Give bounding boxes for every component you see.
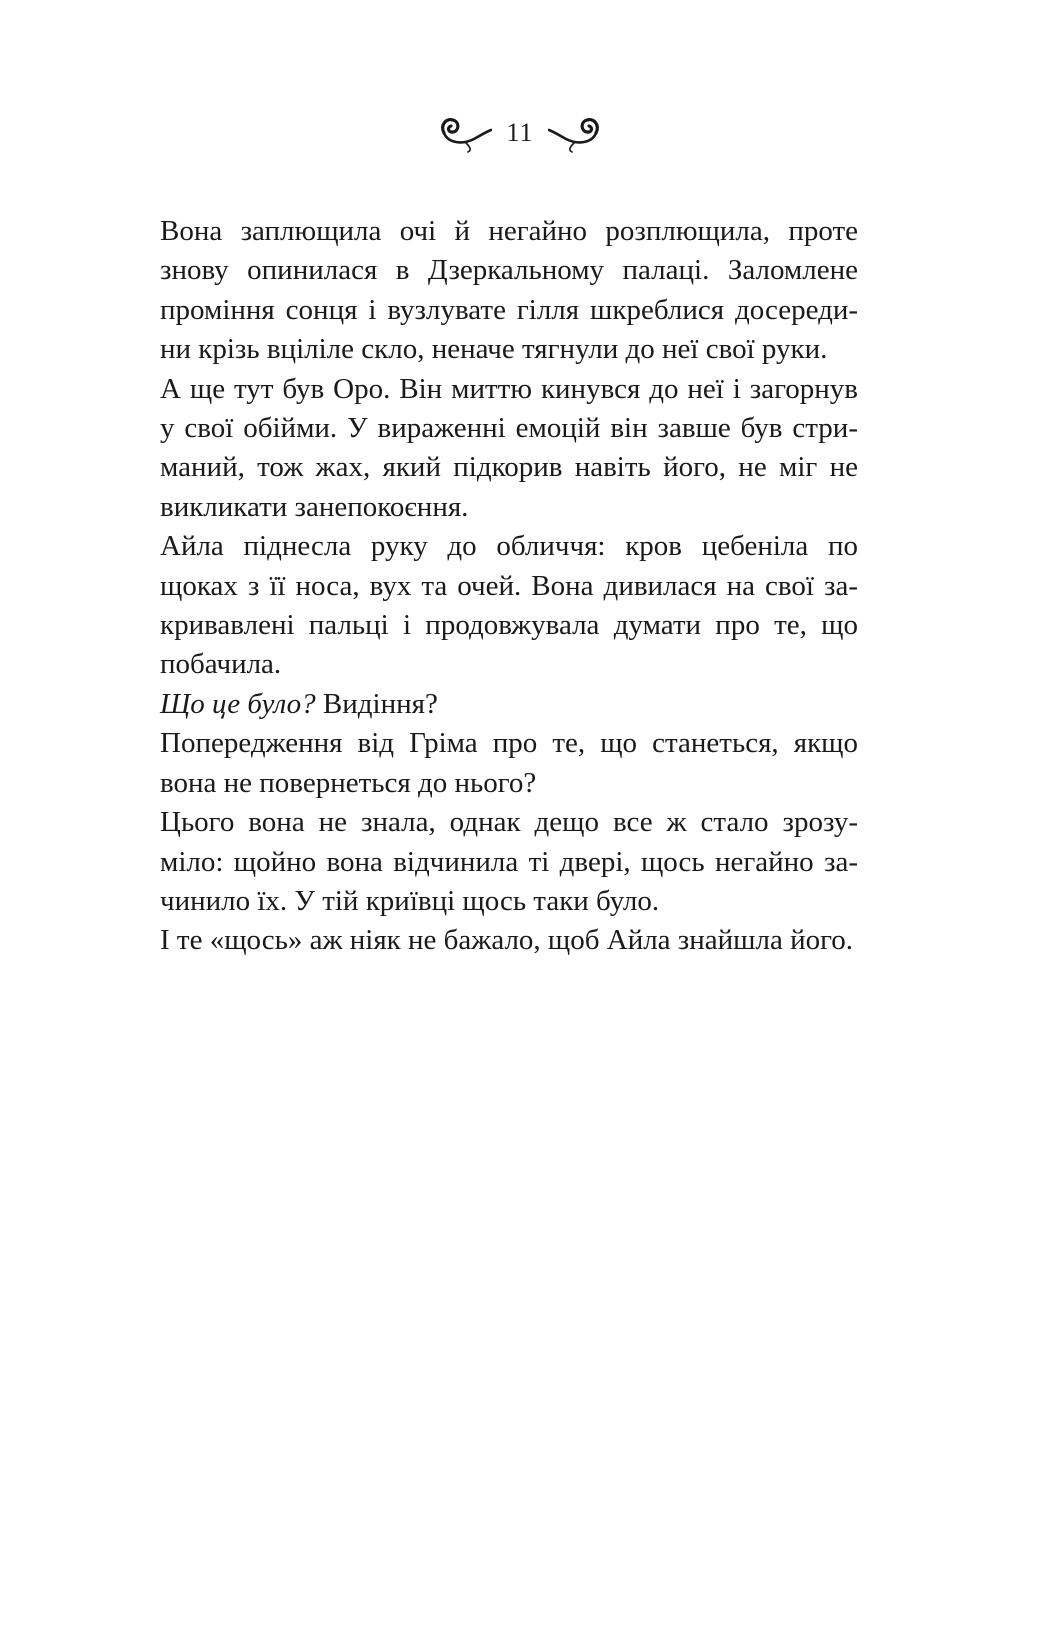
paragraph — [156, 803, 858, 921]
text-line — [156, 685, 858, 724]
text-line: ни крізь вціліле скло, неначе тягнули до неї свої руки. — [160, 333, 828, 366]
text-line: побачила. — [160, 648, 282, 681]
text-line: Попередження від Гріма про те, що станеться, якщо — [160, 727, 858, 760]
plain-text: Видіння? — [315, 687, 438, 720]
paragraph — [156, 685, 858, 724]
text-line: маний, тож жах, який підкорив навіть його, не міг не — [160, 451, 858, 484]
text-line: вона не повернеться до нього? — [160, 766, 537, 799]
text-line: викликати занепокоєння. — [160, 490, 469, 523]
text-line: міло: щойно вона відчинила ті двері, щось негайно за- — [160, 845, 858, 878]
text-line: А ще тут був Оро. Він миттю кинувся до неї і загорнув — [160, 372, 858, 405]
text-line: чинило їх. У тій криївці щось таки було. — [160, 884, 660, 917]
paragraph — [156, 921, 858, 960]
text-line: знову опинилася в Дзеркальному палаці. Заломлене — [160, 254, 858, 287]
italic-text: Що це було? — [160, 687, 316, 720]
page-header — [0, 108, 1040, 158]
text-line: Цього вона не знала, однак дещо все ж стало зрозу- — [160, 806, 858, 839]
text-line: І те «щось» аж ніяк не бажало, щоб Айла знайшла його. — [160, 924, 854, 957]
paragraph — [156, 724, 858, 803]
paragraph — [156, 370, 858, 528]
text-line: кривавлені пальці і продовжувала думати про те, що — [160, 609, 858, 642]
text-line: проміння сонця і вузлувате гілля шкреблися досереди- — [160, 293, 858, 326]
text-line: щоках з її носа, вух та очей. Вона дивилася на свої за- — [160, 569, 858, 602]
page-number: 11 — [506, 118, 534, 147]
text-line: Айла піднесла руку до обличчя: кров цебеніла по — [160, 530, 858, 563]
paragraph — [156, 527, 858, 685]
body-text — [156, 212, 858, 961]
text-line: у свої обійми. У вираженні емоцій він завше був стри- — [160, 412, 858, 445]
flourish-left-icon — [436, 113, 492, 153]
flourish-right-icon — [548, 113, 604, 153]
paragraph — [156, 212, 858, 370]
text-line: Вона заплющила очі й негайно розплющила, проте — [160, 215, 858, 247]
